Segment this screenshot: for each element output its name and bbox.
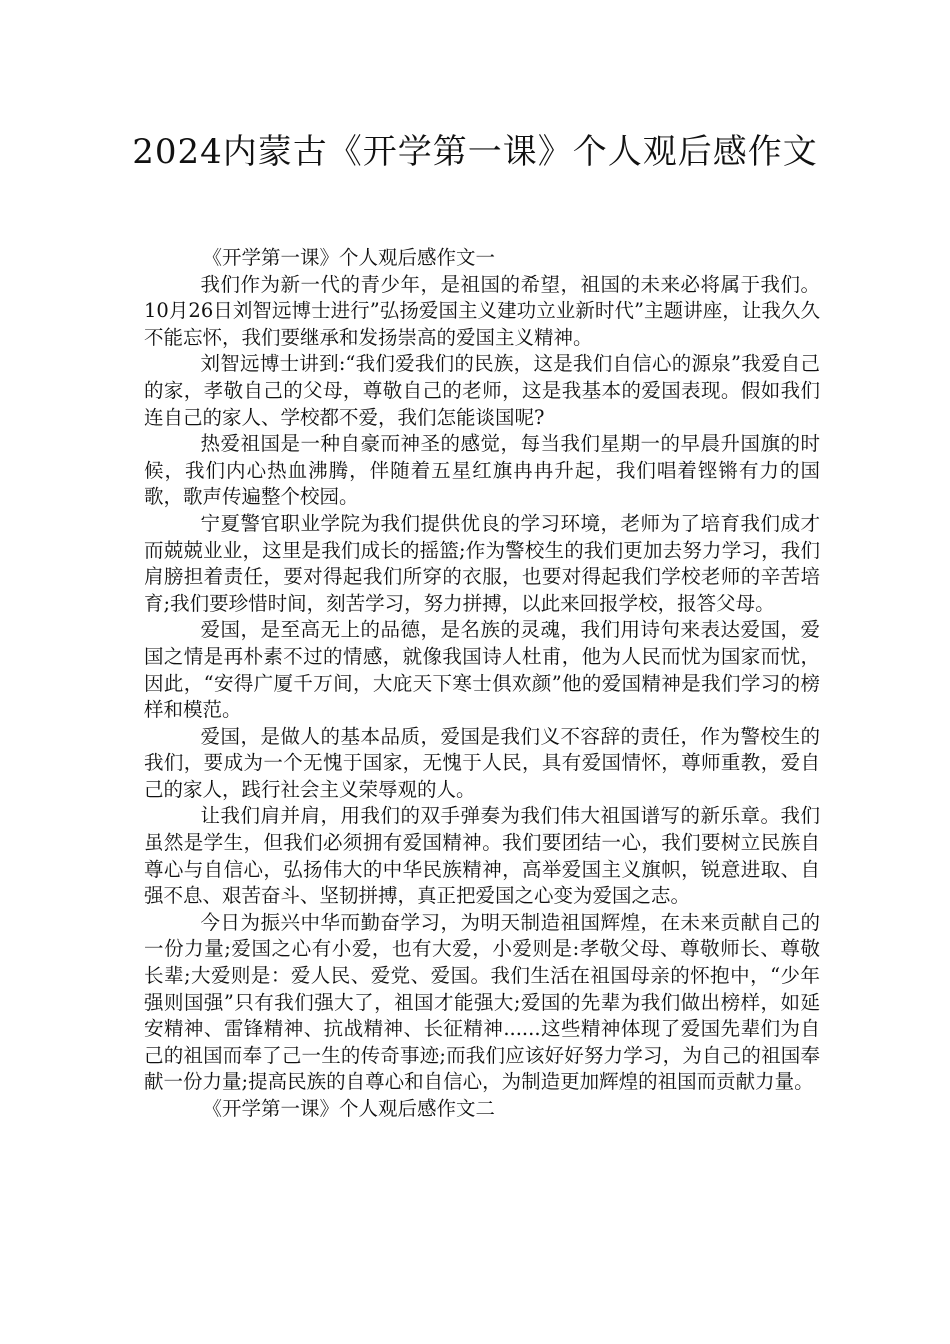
paragraph: 今日为振兴中华而勤奋学习，为明天制造祖国辉煌，在未来贡献自己的一份力量;爱国之心有小爱，也有大爱，小爱则是:孝敬父母、尊敬师长、尊敬长辈;大爱则是：爱人民、爱党、爱国。我们生活在祖国母亲的怀抱中，“少年强则国强”只有我们强大了，祖国才能强大;爱国的先辈为我们做出榜样，如延安精神、雷锋精神、抗战精神、长征精神......这些精神体现了爱国先辈们为自己的祖国而奉了己一生的传奇事迹;而我们应该好好努力学习，为自己的祖国奉献一份力量;提高民族的自尊心和自信心，为制造更加辉煌的祖国而贡献力量。: [144, 910, 820, 1094]
paragraph: 热爱祖国是一种自豪而神圣的感觉，每当我们星期一的早晨升国旗的时候，我们内心热血沸腾，伴随着五星红旗冉冉升起，我们唱着铿锵有力的国歌，歌声传遍整个校园。: [144, 432, 820, 509]
paragraph: 爱国，是做人的基本品质，爱国是我们义不容辞的责任，作为警校生的我们，要成为一个无愧于国家，无愧于人民，具有爱国情怀，尊师重教，爱自己的家人，践行社会主义荣辱观的人。: [144, 724, 820, 801]
document-title: 2024内蒙古《开学第一课》个人观后感作文: [132, 132, 818, 172]
paragraph: 让我们肩并肩，用我们的双手弹奏为我们伟大祖国谱写的新乐章。我们虽然是学生，但我们必须拥有爱国精神。我们要团结一心，我们要树立民族自尊心与自信心，弘扬伟大的中华民族精神，高举爱国主义旗帜，锐意进取、自强不息、艰苦奋斗、坚韧拼搏，真正把爱国之心变为爱国之志。: [144, 804, 820, 908]
section-heading-2: 《开学第一课》个人观后感作文二: [202, 1097, 496, 1120]
paragraph: 刘智远博士讲到:“我们爱我们的民族，这是我们自信心的源泉”我爱自己的家，孝敬自己的父母，尊敬自己的老师，这是我基本的爱国表现。假如我们连自己的家人、学校都不爱，我们怎能谈国呢?: [144, 352, 820, 429]
document-body: [144, 245, 820, 1123]
paragraph: 我们作为新一代的青少年，是祖国的希望，祖国的未来必将属于我们。10月26日刘智远博士进行”弘扬爱国主义建功立业新时代”主题讲座，让我久久不能忘怀，我们要继承和发扬崇高的爱国主义精神。: [144, 272, 820, 349]
section-heading-1: 《开学第一课》个人观后感作文一: [202, 246, 496, 269]
paragraph: 宁夏警官职业学院为我们提供优良的学习环境，老师为了培育我们成才而兢兢业业，这里是我们成长的摇篮;作为警校生的我们更加去努力学习，我们肩膀担着责任，要对得起我们所穿的衣服，也要对得起我们学校老师的辛苦培育;我们要珍惜时间，刻苦学习，努力拼搏，以此来回报学校，报答父母。: [144, 511, 820, 615]
paragraph: 爱国，是至高无上的品德，是名族的灵魂，我们用诗句来表达爱国，爱国之情是再朴素不过的情感，就像我国诗人杜甫，他为人民而忧为国家而忧，因此，“安得广厦千万间，大庇天下寒士俱欢颜”他的爱国精神是我们学习的榜样和模范。: [144, 618, 820, 722]
